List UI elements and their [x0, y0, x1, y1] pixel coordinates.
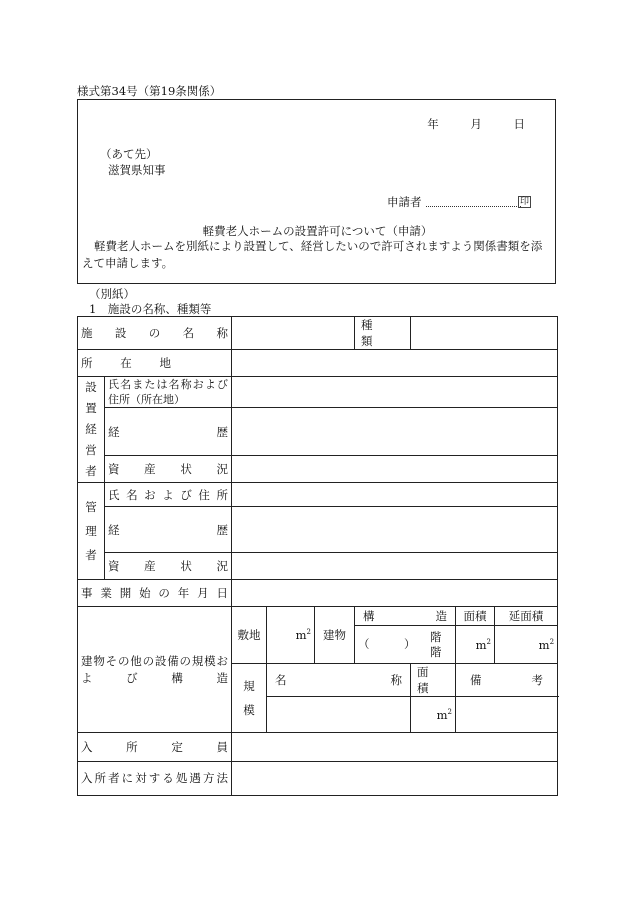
date-year: 年: [427, 117, 439, 131]
remarks-col-label: 備 考: [456, 664, 558, 697]
application-body: 軽費老人ホームを別紙により設置して、経営したいので許可されますよう関係書類を添えて申請します。: [82, 239, 543, 270]
area-col-label: 面 積: [411, 664, 456, 697]
addressee: 滋賀県知事: [108, 163, 166, 177]
manager-name-label: 氏名および住所: [105, 483, 232, 507]
operator-name-label: 氏名または名称および住所（所在地）: [105, 377, 232, 408]
manager-assets-field[interactable]: [232, 553, 558, 580]
site-area-field[interactable]: $m^2$: [267, 607, 315, 664]
operator-name-field[interactable]: [232, 377, 558, 408]
operator-career-field[interactable]: [232, 408, 558, 456]
date-day: 日: [513, 117, 525, 131]
type-field[interactable]: [411, 317, 558, 350]
manager-career-field[interactable]: [232, 507, 558, 553]
facility-name-field[interactable]: [232, 317, 355, 350]
date-line: [399, 116, 525, 132]
total-area-label: 延面積: [495, 607, 558, 626]
scale-area-field[interactable]: $m^2$: [411, 697, 456, 733]
form-number: 様式第34号（第19条関係）: [77, 84, 222, 98]
manager-assets-label: 資 産 状 況: [105, 553, 232, 580]
start-date-label: 事業開始の年月日: [78, 580, 232, 607]
treatment-label: 入所者に対する処遇方法: [78, 762, 232, 796]
manager-name-field[interactable]: [232, 483, 558, 507]
treatment-field[interactable]: [232, 762, 558, 796]
location-label: 所 在 地: [78, 350, 232, 377]
section-heading: 1 施設の名称、種類等: [89, 302, 212, 316]
seal-mark: 印: [520, 197, 530, 207]
manager-label: 管 理 者: [78, 483, 105, 580]
operator-label: 設 置 経 営 者: [78, 377, 105, 483]
location-field[interactable]: [232, 350, 558, 377]
scale-label: 規 模: [232, 664, 267, 733]
floors-label: 階 階: [430, 629, 442, 659]
floor-area-field[interactable]: $m^2$: [456, 626, 495, 664]
operator-assets-label: 資 産 状 況: [105, 456, 232, 483]
structure-label: 構 造: [355, 607, 456, 626]
date-month: 月: [470, 117, 482, 131]
operator-career-label: 経 歴: [105, 408, 232, 456]
floor-area-label: 面積: [456, 607, 495, 626]
operator-assets-field[interactable]: [232, 456, 558, 483]
start-date-field[interactable]: [232, 580, 558, 607]
application-box: [77, 99, 556, 284]
scale-name-field[interactable]: [267, 697, 411, 733]
applicant-label: 申請者: [387, 195, 422, 209]
facility-name-label: 施設の名称: [78, 317, 232, 350]
building-short-label: 建物: [315, 607, 355, 664]
capacity-label: 入所定員: [78, 733, 232, 762]
site-label: 敷地: [232, 607, 267, 664]
type-label: 種 類: [355, 317, 411, 350]
structure-field[interactable]: （ ） 階 階: [355, 626, 456, 664]
manager-career-label: 経 歴: [105, 507, 232, 553]
name-col-label: 名 称: [267, 664, 411, 697]
applicant-signature-line[interactable]: [426, 206, 521, 207]
addressee-label: （あて先）: [100, 147, 158, 161]
building-label: 建物その他の設備の規模および構造: [78, 607, 232, 733]
subject: 軽費老人ホームの設置許可について（申請）: [202, 224, 433, 238]
facility-table: [77, 316, 558, 796]
capacity-field[interactable]: [232, 733, 558, 762]
scale-remarks-field[interactable]: [456, 697, 558, 733]
attachment-label: （別紙）: [89, 287, 135, 301]
total-area-field[interactable]: $m^2$: [495, 626, 558, 664]
